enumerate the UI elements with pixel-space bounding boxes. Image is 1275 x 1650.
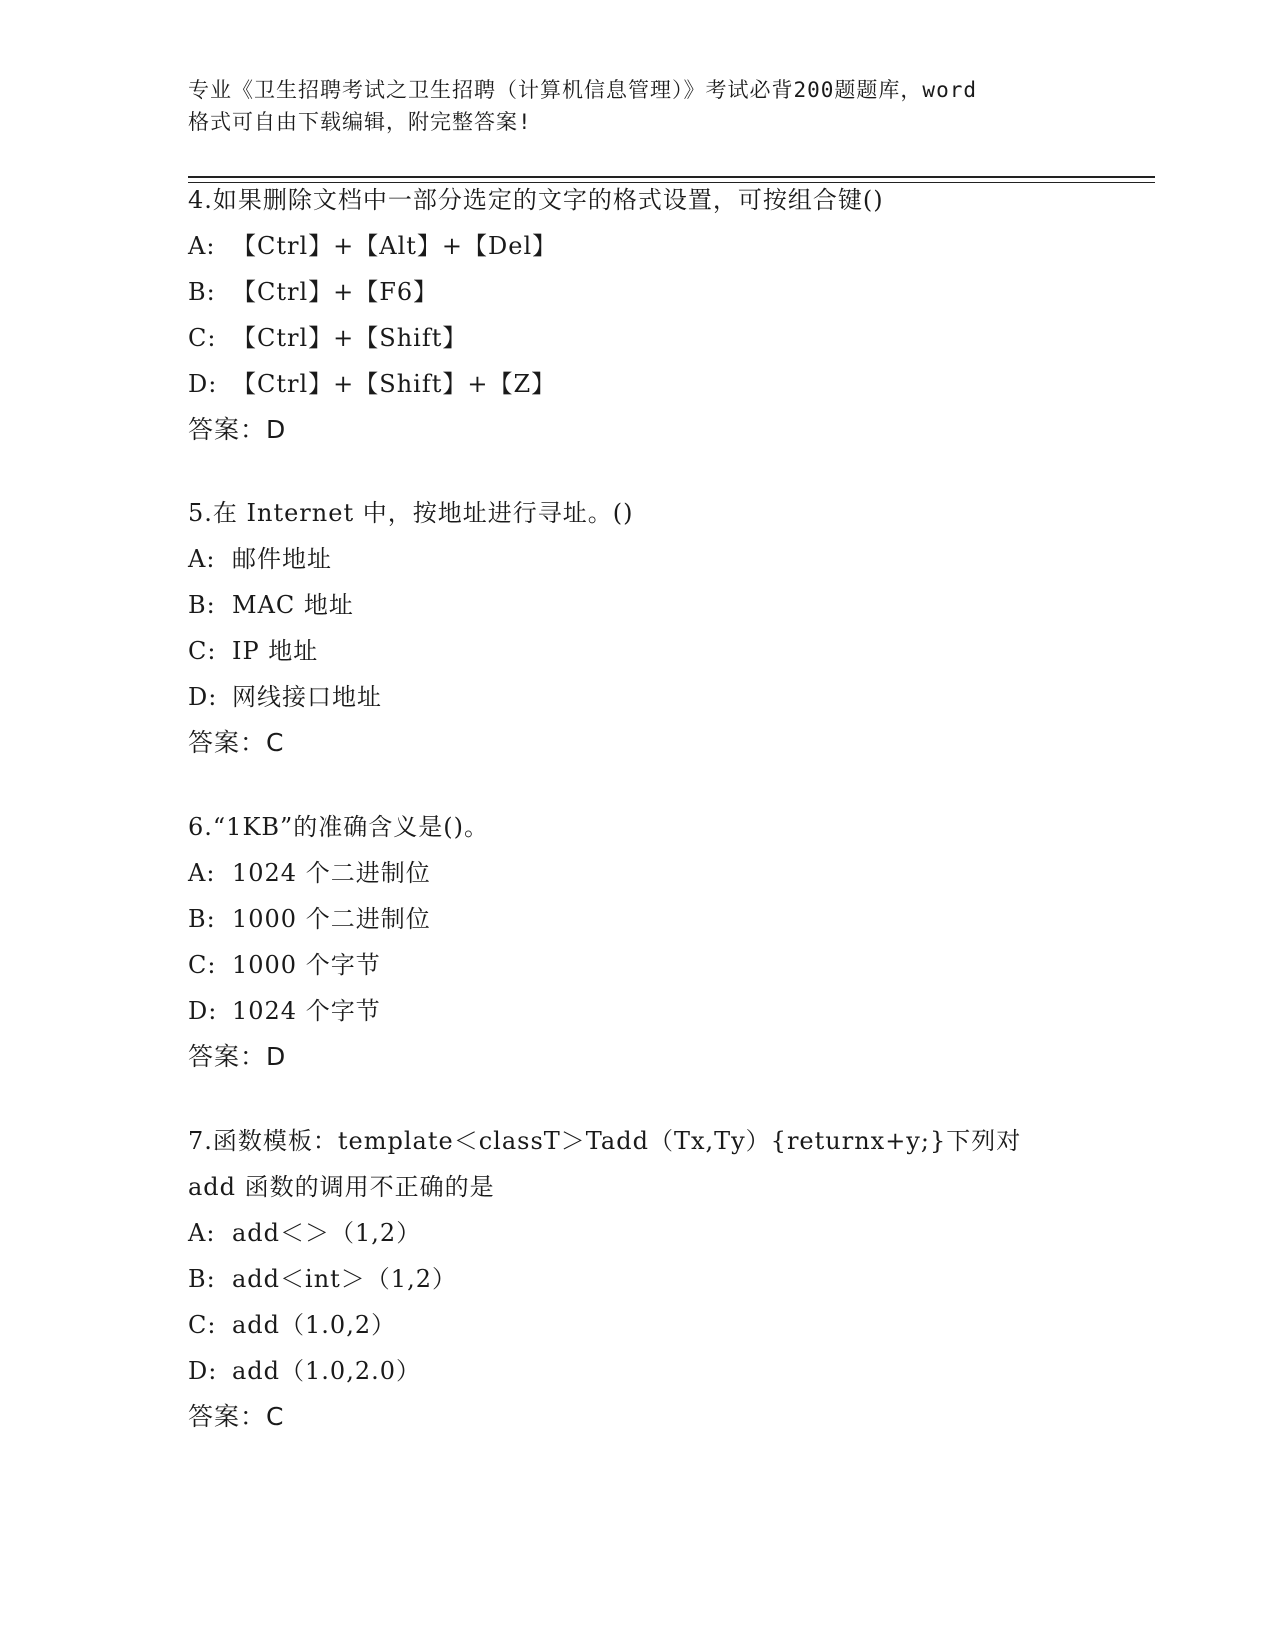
question-stem: 4.如果删除文档中一部分选定的文字的格式设置，可按组合键() [188,186,884,214]
option-prefix: A: [188,232,216,260]
answer: 答案：D [188,415,287,444]
option-c [188,628,1148,674]
question-stem-continued: add 函数的调用不正确的是 [188,1173,495,1201]
option-prefix: B: [188,1265,216,1293]
option-text: 【Ctrl】+【F6】 [232,278,439,306]
question-stem: 5.在 Internet 中，按地址进行寻址。() [188,499,634,527]
question-7 [188,1118,1148,1440]
option-text: add（1.0,2.0） [232,1357,421,1385]
option-c [188,315,1148,361]
option-prefix: A: [188,545,216,573]
option-text: 1024 个字节 [232,997,381,1025]
option-prefix: B: [188,905,216,933]
option-prefix: B: [188,591,216,619]
option-b [188,1256,1148,1302]
option-c [188,1302,1148,1348]
option-d [188,988,1148,1034]
option-a [188,850,1148,896]
option-text: 1000 个二进制位 [232,905,431,933]
option-text: 1000 个字节 [232,951,381,979]
option-b [188,896,1148,942]
option-text: add＜int＞（1,2） [232,1265,457,1293]
option-text: 1024 个二进制位 [232,859,431,887]
option-a [188,536,1148,582]
document-header [188,74,1108,138]
option-b [188,269,1148,315]
option-text: add＜＞（1,2） [232,1219,422,1247]
option-d [188,674,1148,720]
option-text: 【Ctrl】+【Shift】 [232,324,468,352]
option-prefix: C: [188,637,217,665]
answer: 答案：C [188,1402,285,1431]
option-prefix: C: [188,951,217,979]
header-line-2: 格式可自由下载编辑，附完整答案! [188,110,532,134]
question-6 [188,804,1148,1080]
option-d [188,361,1148,407]
question-4 [188,177,1148,453]
question-stem: 6.“1KB”的准确含义是()。 [188,813,489,841]
option-a [188,1210,1148,1256]
question-stem: 7.函数模板：template＜classT＞Tadd（Tx,Ty）{returnx+y;}下列对 [188,1127,1022,1155]
option-prefix: A: [188,1219,216,1247]
option-b [188,582,1148,628]
option-prefix: D: [188,683,218,711]
question-5 [188,490,1148,766]
answer: 答案：D [188,1042,287,1071]
option-a [188,223,1148,269]
option-text: 【Ctrl】+【Alt】+【Del】 [232,232,558,260]
option-text: 邮件地址 [232,545,332,573]
answer: 答案：C [188,728,285,757]
option-prefix: C: [188,1311,217,1339]
option-c [188,942,1148,988]
option-text: 网线接口地址 [232,683,382,711]
option-text: IP 地址 [232,637,319,665]
option-prefix: D: [188,997,218,1025]
option-prefix: A: [188,859,216,887]
option-text: 【Ctrl】+【Shift】+【Z】 [232,370,557,398]
option-prefix: D: [188,1357,218,1385]
option-text: add（1.0,2） [232,1311,397,1339]
header-line-1: 专业《卫生招聘考试之卫生招聘（计算机信息管理）》考试必背200题题库，word [188,78,977,102]
option-text: MAC 地址 [232,591,354,619]
option-prefix: B: [188,278,216,306]
option-prefix: C: [188,324,217,352]
option-d [188,1348,1148,1394]
option-prefix: D: [188,370,218,398]
